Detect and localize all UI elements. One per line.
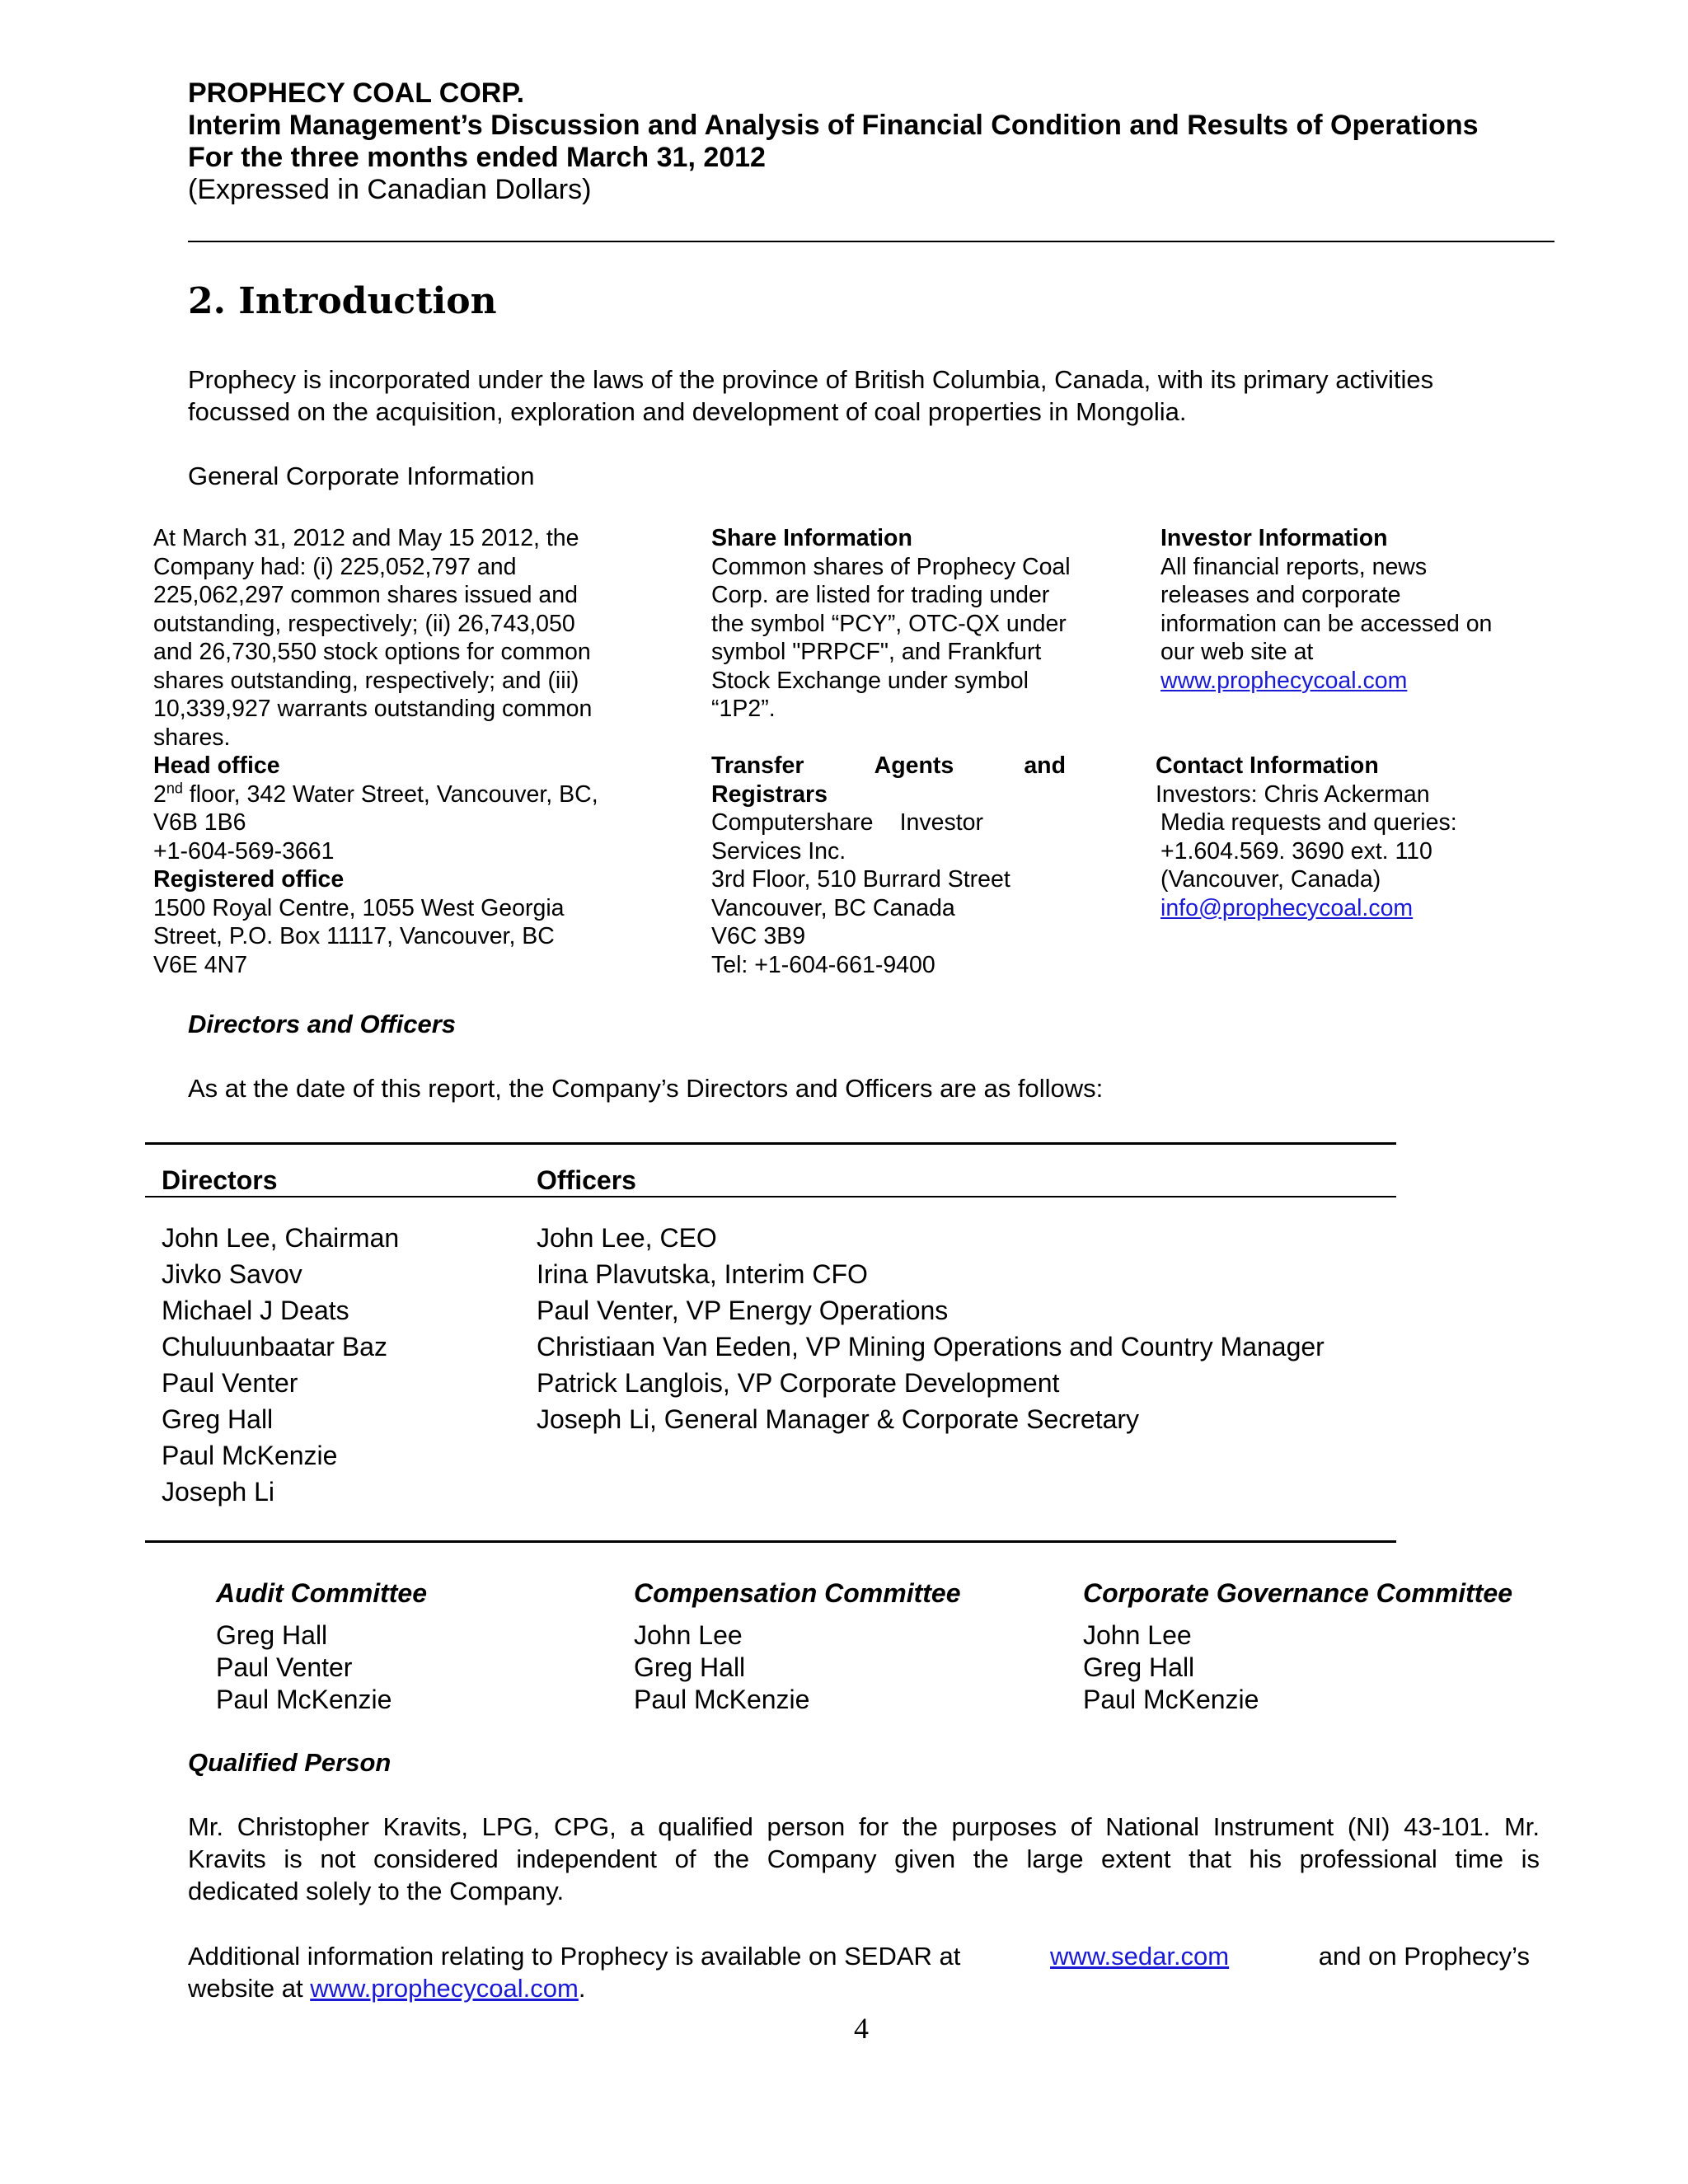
website-link[interactable]: www.prophecycoal.com: [310, 1974, 579, 2003]
contact-email-link[interactable]: info@prophecycoal.com: [1160, 894, 1414, 921]
shares-text-line: and 26,730,550 stock options for common: [153, 639, 591, 665]
qualified-person-paragraph: [188, 1811, 1540, 1907]
report-title: Interim Management’s Discussion and Analysis of Financial Condition and Results of Operations: [188, 110, 1479, 141]
currency-note: (Expressed in Canadian Dollars): [188, 174, 592, 205]
transfer-line: V6C 3B9: [711, 923, 806, 949]
audit-committee-label: Audit Committee: [216, 1578, 427, 1608]
share-info-line: symbol "PRPCF", and Frankfurt: [711, 639, 1042, 665]
committee-member: Greg Hall: [634, 1652, 746, 1682]
investor-info-line: our web site at: [1160, 639, 1314, 665]
intro-paragraph: [188, 363, 1540, 428]
director-name: Greg Hall: [162, 1404, 274, 1434]
transfer-label-word: Transfer: [711, 752, 804, 779]
shares-text-line: shares outstanding, respectively; and (iii): [153, 667, 579, 694]
governance-committee: [1083, 1577, 1512, 1716]
table-header-rule: [145, 1196, 1396, 1197]
investor-info-label: Investor Information: [1160, 525, 1388, 551]
transfer-name-word: Computershare: [711, 809, 874, 836]
registrars-label: Registrars: [711, 780, 828, 808]
qualified-line: dedicated solely to the Company.: [188, 1877, 565, 1905]
additional-info-line: [188, 1940, 1530, 1972]
qualified-line: Mr. Christopher Kravits, LPG, CPG, a qualified person for the purposes of National Instrument (NI) 43-101. Mr.: [188, 1812, 1540, 1841]
shares-text-line: Company had: (i) 225,052,797 and: [153, 553, 517, 580]
floor-number: 2: [153, 780, 166, 808]
intro-line: focussed on the acquisition, exploration and development of coal properties in Mongolia.: [188, 397, 1187, 426]
share-info-line: Stock Exchange under symbol: [711, 667, 1029, 694]
head-office-label: Head office: [153, 752, 280, 779]
director-name: Paul Venter: [162, 1368, 298, 1398]
committee-member: Paul Venter: [216, 1652, 353, 1682]
additional-info-text: website at: [188, 1974, 303, 2003]
intro-line: Prophecy is incorporated under the laws of the province of British Columbia, Canada, with its primary activities: [188, 365, 1434, 394]
shares-text-line: 10,339,927 warrants outstanding common: [153, 696, 593, 722]
officers-column-header: Officers: [537, 1165, 636, 1195]
section-heading: 2. Introduction: [188, 280, 497, 322]
director-name: Michael J Deats: [162, 1296, 349, 1325]
transfer-label-word: Agents: [874, 752, 954, 779]
contact-info-label: Contact Information: [1156, 752, 1379, 779]
period: .: [578, 1974, 586, 2003]
header-divider: [188, 241, 1554, 242]
audit-committee: [216, 1577, 427, 1716]
officer-name: Irina Plavutska, Interim CFO: [537, 1259, 868, 1289]
shares-text-line: shares.: [153, 724, 231, 751]
additional-info-paragraph: [188, 1940, 1530, 2004]
share-info-line: Corp. are listed for trading under: [711, 582, 1050, 608]
additional-info-line2: [188, 1972, 1530, 2004]
head-office-phone: +1-604-569-3661: [153, 837, 335, 865]
shares-text-line: At March 31, 2012 and May 15 2012, the: [153, 525, 579, 551]
page-number: 4: [854, 2012, 869, 2045]
investor-website-link[interactable]: www.prophecycoal.com: [1160, 667, 1408, 694]
share-info-line: Common shares of Prophecy Coal: [711, 553, 1071, 580]
committee-member: Paul McKenzie: [1083, 1685, 1259, 1714]
registered-address-line: 1500 Royal Centre, 1055 West Georgia: [153, 894, 565, 921]
investor-info-line: information can be accessed on: [1160, 610, 1493, 637]
qualified-line: Kravits is not considered independent of the Company given the large extent that his professional time is: [188, 1844, 1540, 1873]
general-info-label: General Corporate Information: [188, 462, 535, 490]
table-bottom-rule: [145, 1540, 1396, 1543]
transfer-label-word: and: [1024, 752, 1066, 779]
director-name: Jivko Savov: [162, 1259, 302, 1289]
corporate-col-right: [1156, 524, 1548, 922]
compensation-committee-label: Compensation Committee: [634, 1578, 961, 1608]
shares-text-line: 225,062,297 common shares issued and: [153, 582, 578, 608]
registered-office-label: Registered office: [153, 866, 345, 893]
investor-info-line: All financial reports, news: [1160, 553, 1428, 580]
director-name: Joseph Li: [162, 1477, 274, 1507]
transfer-agents-label: [711, 752, 1066, 780]
officer-name: Paul Venter, VP Energy Operations: [537, 1296, 949, 1325]
transfer-line: 3rd Floor, 510 Burrard Street: [711, 866, 1010, 893]
corporate-col-middle: [711, 524, 1071, 979]
share-info-line: “1P2”.: [711, 696, 776, 722]
transfer-phone: Tel: +1-604-661-9400: [711, 951, 935, 978]
committee-member: John Lee: [1083, 1620, 1192, 1650]
officer-name: John Lee, CEO: [537, 1223, 717, 1253]
directors-list: [162, 1220, 399, 1510]
share-info-label: Share Information: [711, 525, 912, 551]
registered-address-line: V6E 4N7: [153, 951, 248, 978]
head-office-postal: V6B 1B6: [153, 809, 246, 836]
report-period: For the three months ended March 31, 2012: [188, 142, 766, 173]
contact-line: Media requests and queries:: [1160, 809, 1457, 836]
director-name: Chuluunbaatar Baz: [162, 1332, 387, 1361]
transfer-line: Vancouver, BC Canada: [711, 894, 955, 921]
committee-member: Paul McKenzie: [634, 1685, 810, 1714]
officers-list: [537, 1220, 1325, 1437]
sedar-link[interactable]: www.sedar.com: [1050, 1942, 1230, 1971]
floor-address: floor, 342 Water Street, Vancouver, BC,: [182, 780, 598, 808]
directors-heading: Directors and Officers: [188, 1010, 457, 1038]
committee-member: John Lee: [634, 1620, 743, 1650]
qualified-person-heading: Qualified Person: [188, 1748, 392, 1777]
director-name: John Lee, Chairman: [162, 1223, 400, 1253]
corporate-col-left: [153, 524, 648, 979]
table-top-rule: [145, 1142, 1396, 1145]
transfer-name-word: Investor: [899, 809, 983, 836]
committee-member: Greg Hall: [1083, 1652, 1195, 1682]
floor-ordinal: nd: [166, 780, 183, 796]
directors-column-header: Directors: [162, 1165, 278, 1195]
head-office-address-line: [153, 780, 648, 809]
investor-info-line: releases and corporate: [1160, 582, 1401, 608]
officer-name: Patrick Langlois, VP Corporate Development: [537, 1368, 1060, 1398]
registered-address-line: Street, P.O. Box 11117, Vancouver, BC: [153, 923, 555, 949]
director-name: Paul McKenzie: [162, 1441, 338, 1470]
officer-name: Joseph Li, General Manager & Corporate Secretary: [537, 1404, 1140, 1434]
committee-member: Paul McKenzie: [216, 1685, 392, 1714]
contact-location: (Vancouver, Canada): [1160, 866, 1381, 893]
contact-phone: +1.604.569. 3690 ext. 110: [1160, 837, 1432, 865]
additional-info-text: and on Prophecy’s: [1318, 1942, 1530, 1971]
committee-member: Greg Hall: [216, 1620, 328, 1650]
transfer-line: Services Inc.: [711, 837, 846, 865]
contact-investors: Investors: Chris Ackerman: [1156, 780, 1430, 808]
shares-text-line: outstanding, respectively; (ii) 26,743,050: [153, 610, 575, 637]
directors-intro: As at the date of this report, the Company’s Directors and Officers are as follows:: [188, 1074, 1104, 1103]
compensation-committee: [634, 1577, 960, 1716]
officer-name: Christiaan Van Eeden, VP Mining Operations and Country Manager: [537, 1332, 1325, 1361]
governance-committee-label: Corporate Governance Committee: [1083, 1578, 1513, 1608]
additional-info-text: Additional information relating to Prophecy is available on SEDAR at: [188, 1942, 961, 1971]
document-header: [188, 77, 1479, 206]
company-name: PROPHECY COAL CORP.: [188, 77, 525, 109]
transfer-agent-name: [711, 808, 983, 837]
share-info-line: the symbol “PCY”, OTC-QX under: [711, 610, 1067, 637]
